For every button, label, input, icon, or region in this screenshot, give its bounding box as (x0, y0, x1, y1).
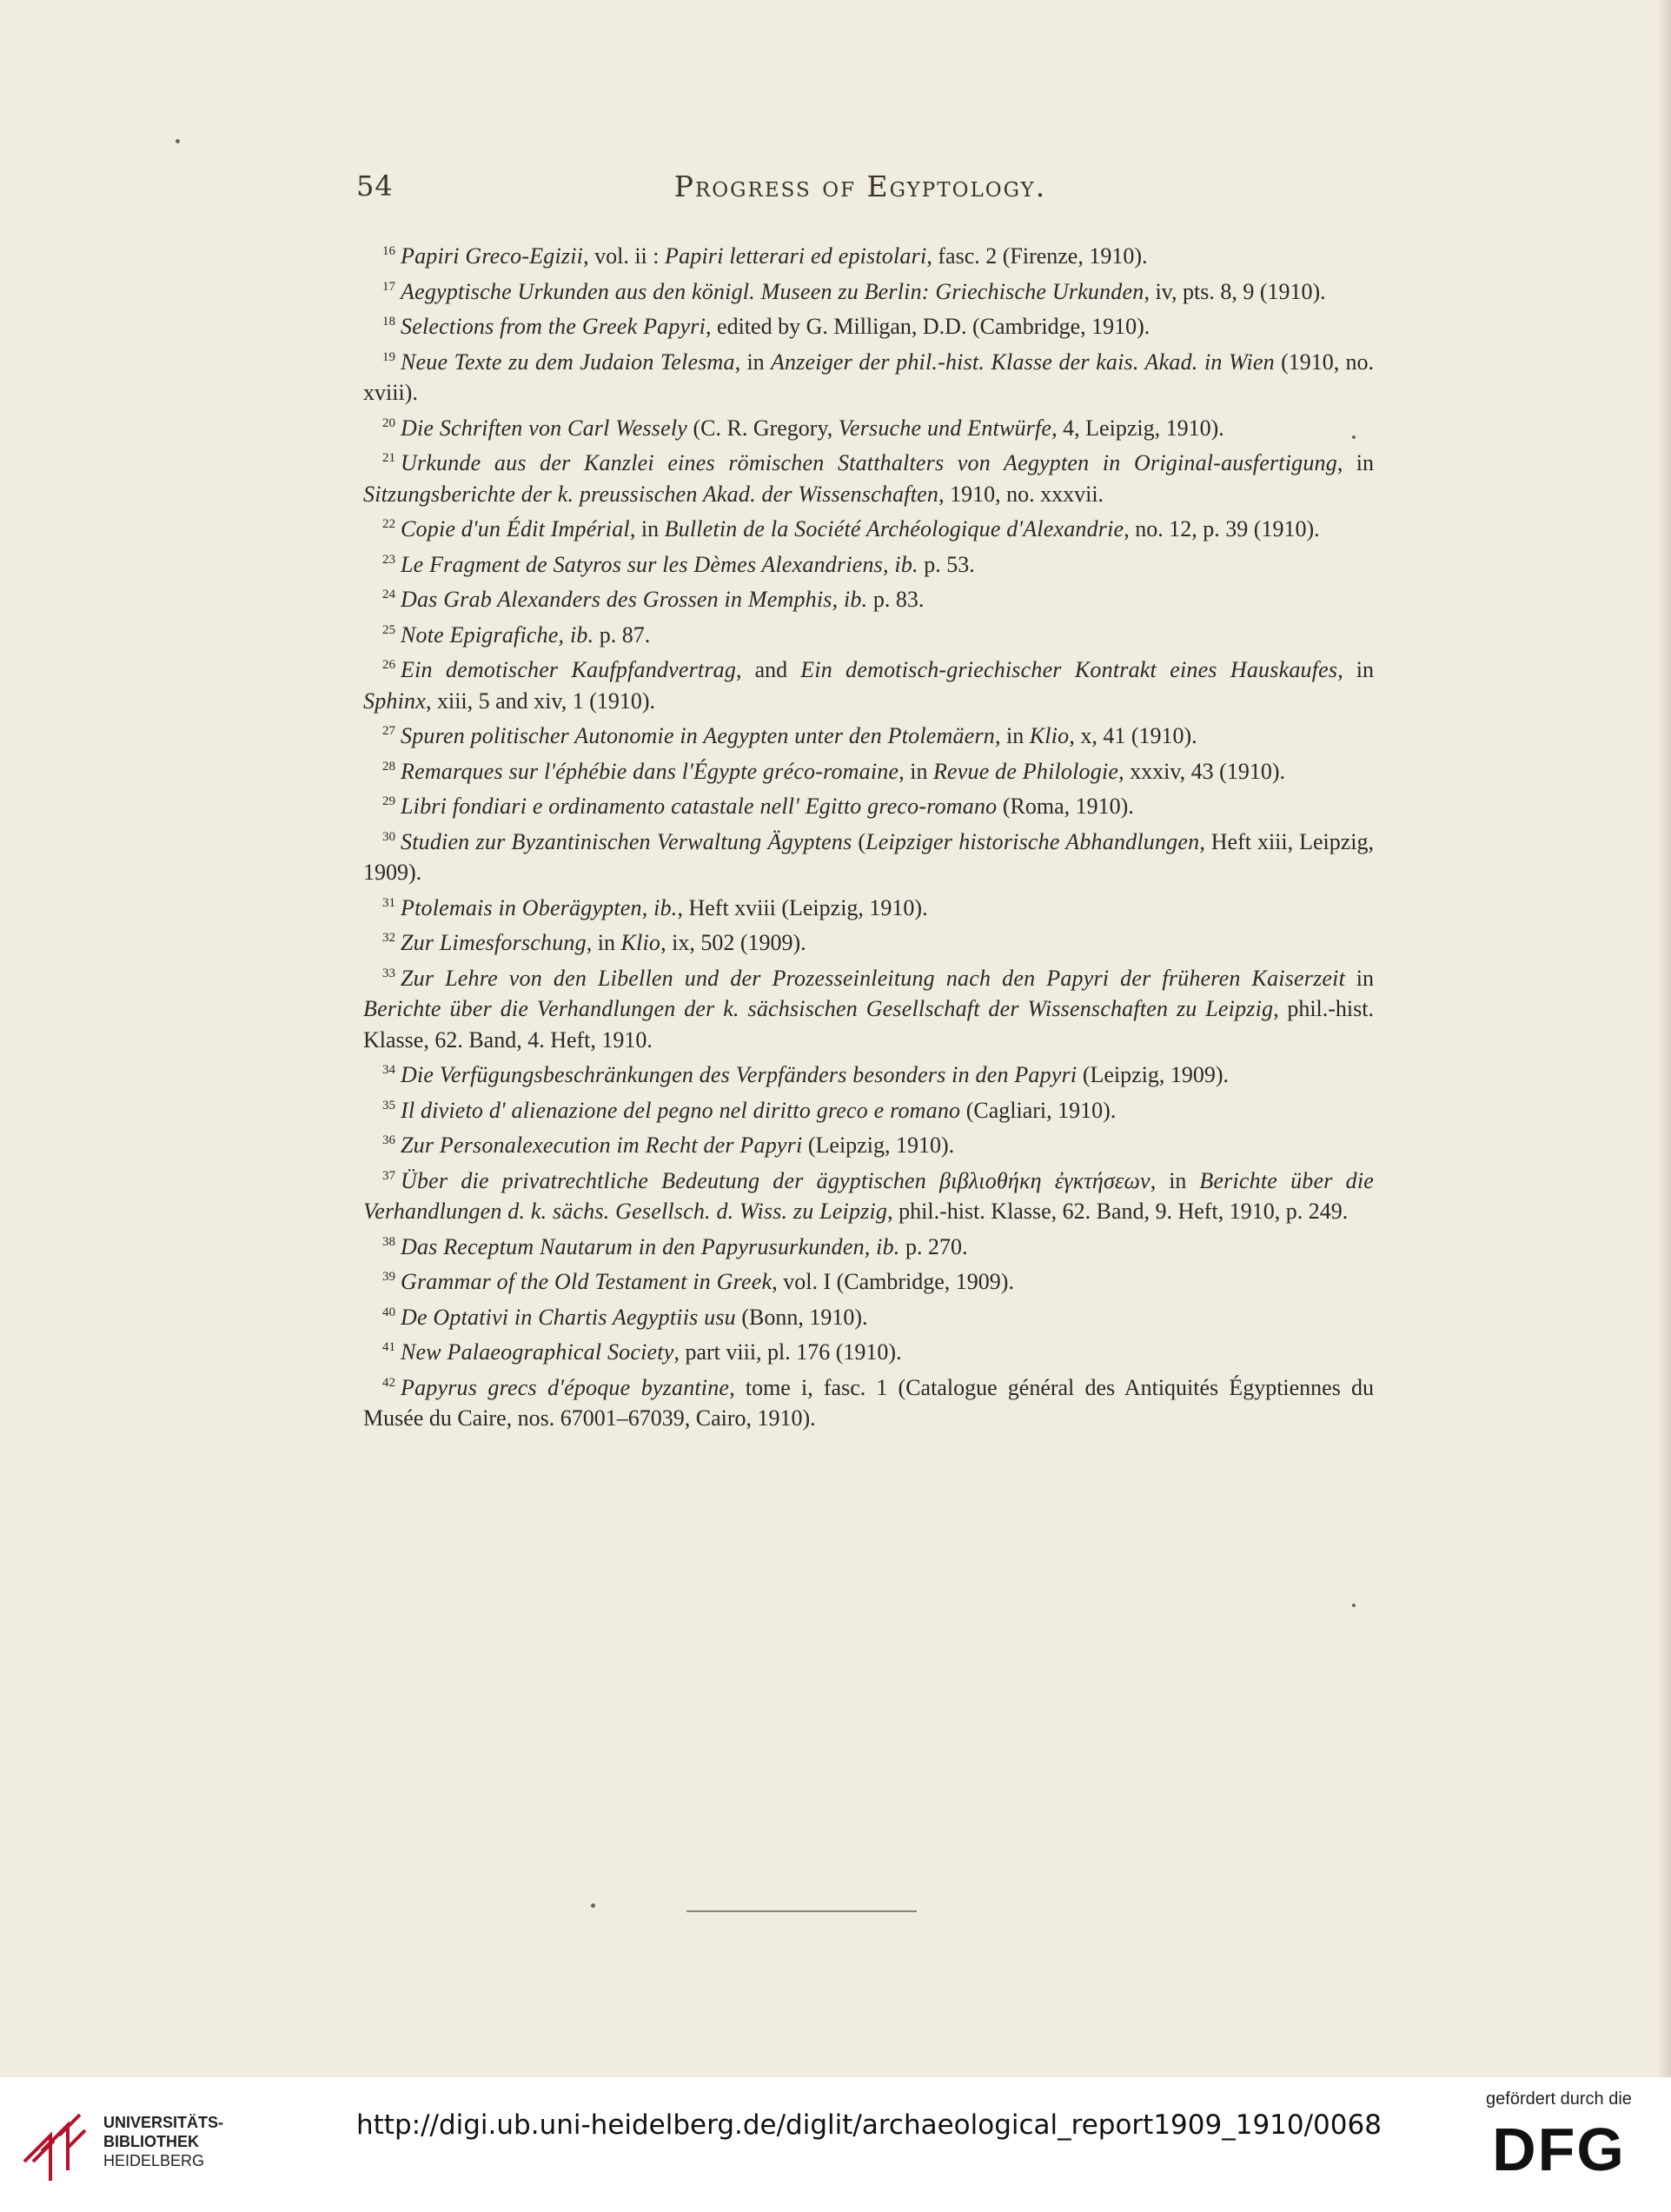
footnote-title: Selections from the Greek Papyri (401, 314, 706, 339)
footnote-title: Das Receptum Nautarum in den Papyrusurkunden, ib. (401, 1233, 900, 1259)
footnote-text: (C. R. Gregory, (686, 415, 839, 441)
footnote-title: Urkunde aus der Kanzlei eines römischen Statthalters von Aegypten in Original-ausfertigung (401, 450, 1337, 475)
footnote (363, 1161, 1374, 1227)
footnote-title: Zur Lehre von den Libellen und der Prozesseinleitung nach den Papyri der früheren Kaiserzeit (401, 965, 1345, 991)
dfg-logo[interactable]: DFG (1492, 2116, 1626, 2183)
footnote-title: Das Grab Alexanders des Grossen in Memphis, ib. (401, 587, 868, 612)
scan-speck (1352, 435, 1356, 439)
footnote (363, 1126, 1374, 1161)
footnote (363, 509, 1374, 545)
footnote-text: , Heft xiii, Leipzig, 1909). (363, 828, 1374, 885)
footnote-number: 23 (382, 552, 395, 567)
footnote-text: , in (1150, 1167, 1200, 1193)
footnote-number: 38 (382, 1234, 395, 1249)
end-rule (686, 1910, 917, 1912)
footnote-text: , and (736, 657, 801, 682)
scan-speck (1352, 1604, 1356, 1607)
footnote (363, 409, 1374, 444)
footnote-number: 26 (382, 658, 395, 672)
footnote (363, 923, 1374, 959)
library-name-line2: BIBLIOTHEK (103, 2133, 199, 2150)
sponsor-label: gefördert durch die (1486, 2089, 1632, 2109)
footnote-title: Neue Texte zu dem Judaion Telesma (401, 349, 735, 375)
footnote-number: 22 (382, 517, 395, 531)
footnote-title: Sphinx (363, 688, 426, 714)
footnote-title: Die Verfügungsbeschränkungen des Verpfänders besonders in den Papyri (401, 1062, 1078, 1087)
running-title: Progress of Egyptology. (673, 169, 1047, 203)
footnote-text: , part viii, pl. 176 (1910). (673, 1339, 902, 1365)
footnote-text: (Leipzig, 1909). (1077, 1062, 1230, 1087)
footnote-title: Le Fragment de Satyros sur les Dèmes Alexandriens, ib. (401, 551, 918, 577)
footnote (363, 272, 1374, 308)
footnote-title: Revue de Philologie (932, 758, 1119, 784)
footnote-number: 32 (382, 931, 395, 945)
footnote-text: in (1345, 965, 1374, 991)
footnote (363, 545, 1374, 581)
footnote-text: , vol. ii : (583, 243, 665, 269)
footnote-text: , in (1336, 450, 1374, 475)
footnote-number: 18 (382, 315, 395, 329)
footnote-text: , phil.-hist. Klasse, 62. Band, 9. Heft, 1910, p. 249. (887, 1199, 1349, 1224)
footnote (363, 236, 1374, 272)
footnote-number: 28 (382, 759, 395, 774)
footnote-number: 16 (382, 244, 395, 258)
page-header (356, 169, 1364, 213)
university-library-logo[interactable] (19, 2108, 349, 2195)
footnote-text: , vol. I (Cambridge, 1909). (772, 1269, 1014, 1294)
footnote-title: Die Schriften von Carl Wessely (401, 415, 687, 441)
footnote-title: Note Epigrafiche, ib. (401, 621, 594, 648)
footnote-text: , in (1337, 657, 1374, 682)
footnote-title: Papiri letterari ed epistolari (665, 243, 927, 269)
footnote (363, 443, 1374, 509)
footnote-text: (Bonn, 1910). (735, 1304, 868, 1330)
footnote-title: Bulletin de la Société Archéologique d'Alexandrie (664, 516, 1124, 541)
footnote-text: (1910, no. xviii). (363, 349, 1374, 405)
footnote-text: , in (734, 349, 771, 375)
footnote-title: Klio (620, 930, 661, 955)
footnote-text: , tome i, fasc. 1 (Catalogue général des Antiquités Égyptiennes du Musée du Caire, nos. 67001–67039, Cairo, 1910). (363, 1374, 1375, 1431)
footnote-text: (Cagliari, 1910). (960, 1097, 1117, 1123)
footnote-title: Berichte über die Verhandlungen d. k. sächs. Gesellsch. d. Wiss. zu Leipzig (363, 1167, 1375, 1224)
page-url-link[interactable]: http://digi.ub.uni-heidelberg.de/diglit/archaeological_report1909_1910/0068 (356, 2109, 1382, 2141)
scan-speck (591, 1903, 595, 1908)
footnote-text: ( (852, 828, 866, 854)
footnote-number: 35 (382, 1098, 395, 1113)
footnote-text: , x, 41 (1910). (1069, 723, 1197, 748)
footnote-title: Studien zur Byzantinischen Verwaltung Ägyptens (401, 828, 852, 854)
footnote-title: Klio (1029, 723, 1070, 748)
footnote-title: New Palaeographical Society (401, 1339, 674, 1365)
footnote-title: Aegyptische Urkunden aus den königl. Museen zu Berlin: Griechische Urkunden (401, 278, 1144, 304)
library-name-line3: HEIDELBERG (103, 2152, 205, 2169)
footnote-title: Papiri Greco-Egizii (401, 243, 584, 269)
footnote (363, 342, 1374, 409)
footnote (363, 787, 1374, 822)
footnote-title: Leipziger historische Abhandlungen (865, 828, 1200, 854)
footnote-text: , in (586, 930, 621, 955)
footnote (363, 1055, 1374, 1091)
library-name (103, 2113, 223, 2170)
footnote-title: Il divieto d' alienazione del pegno nel diritto greco e romano (401, 1097, 961, 1123)
footnote-text: , edited by G. Milligan, D.D. (Cambridge, 1910). (706, 314, 1150, 339)
footnote (363, 1262, 1374, 1298)
footnote-text: , no. 12, p. 39 (1910). (1124, 516, 1320, 541)
footnote-number: 19 (382, 349, 395, 364)
footnote-title: Versuche und Entwürfe (838, 415, 1052, 441)
footnote-title: Berichte über die Verhandlungen der k. sächsischen Gesellschaft der Wissenschaften zu Leipzig (363, 996, 1274, 1021)
footnote (363, 888, 1374, 924)
footnote-number: 33 (382, 966, 395, 980)
footnote-title: Ptolemais in Oberägypten, ib. (401, 894, 678, 920)
footnote (363, 1298, 1374, 1333)
footnote-text: , in (629, 516, 665, 541)
footnote (363, 1091, 1374, 1126)
footnote (363, 1368, 1374, 1434)
footnote-number: 20 (382, 415, 395, 430)
footnote-text: , phil.-hist. Klasse, 62. Band, 4. Heft, 1910. (363, 996, 1375, 1053)
footnote-title: Ein demotischer Kaufpfandvertrag (401, 657, 737, 682)
footnote-number: 40 (382, 1305, 395, 1319)
footnote-title: Grammar of the Old Testament in Greek (401, 1269, 773, 1294)
footnote-text: p. 270. (899, 1233, 968, 1259)
footnote-number: 17 (382, 279, 395, 294)
footnote-title: Remarques sur l'éphébie dans l'Égypte gréco-romaine (401, 758, 899, 784)
footnote-text: , xiii, 5 and xiv, 1 (1910). (425, 688, 656, 714)
footnote-text: p. 83. (867, 587, 925, 612)
footnote-list (363, 236, 1374, 1434)
footnote-title: Anzeiger der phil.-hist. Klasse der kais. Akad. in Wien (770, 349, 1275, 375)
footnote-text: , Heft xviii (Leipzig, 1910). (677, 894, 928, 920)
footnote-text: , xxxiv, 43 (1910). (1118, 758, 1285, 784)
footnote-title: Zur Personalexecution im Recht der Papyri (401, 1133, 803, 1158)
footnote-number: 36 (382, 1133, 395, 1147)
footnote-title: Zur Limesforschung (401, 930, 587, 955)
footnote-title: Spuren politischer Autonomie in Aegypten unter den Ptolemäern (401, 723, 995, 748)
footnote (363, 580, 1374, 615)
footnote-title: Copie d'un Édit Impérial (401, 516, 630, 541)
footnote (363, 716, 1374, 752)
footnote-title: De Optativi in Chartis Aegyptiis usu (401, 1304, 736, 1330)
footnote-text: (Roma, 1910). (997, 794, 1134, 819)
scan-speck (176, 139, 180, 143)
footnote-text: , 4, Leipzig, 1910). (1051, 415, 1224, 441)
footnote-text: p. 53. (918, 551, 975, 577)
footnote-number: 39 (382, 1270, 395, 1284)
library-name-line1: UNIVERSITÄTS- (103, 2114, 224, 2131)
footnote-number: 27 (382, 724, 395, 738)
footnote (363, 959, 1374, 1056)
footnote-number: 29 (382, 794, 395, 808)
footnote (363, 1332, 1374, 1368)
footnote-text: , in (995, 723, 1030, 748)
footnote-number: 42 (382, 1375, 395, 1390)
page-number: 54 (356, 169, 394, 203)
footnote-number: 25 (382, 622, 395, 637)
footnote-title: Sitzungsberichte der k. preussischen Akad. der Wissenschaften (363, 481, 939, 507)
footnote-text: , iv, pts. 8, 9 (1910). (1144, 278, 1326, 304)
footnote-title: Ein demotisch-griechischer Kontrakt eines Hauskaufes (800, 657, 1338, 682)
footnote-number: 37 (382, 1168, 395, 1183)
footnote-number: 34 (382, 1063, 395, 1077)
footnote-number: 31 (382, 895, 395, 910)
footnote-number: 21 (382, 451, 395, 465)
sponsor (1485, 2089, 1633, 2181)
page-edge (1659, 0, 1671, 2077)
footnote (363, 307, 1374, 342)
footnote-text: , in (898, 758, 933, 784)
footnote-title: Libri fondiari e ordinamento catastale nell' Egitto greco-romano (401, 794, 998, 819)
footnote (363, 822, 1374, 888)
footnote-number: 24 (382, 588, 395, 601)
footnote-text: , fasc. 2 (Firenze, 1910). (926, 243, 1148, 269)
footnote-title: Über die privatrechtliche Bedeutung der ägyptischen βιβλιοθήκη ἐγκτήσεων (401, 1167, 1150, 1193)
footnote-text: (Leipzig, 1910). (802, 1133, 955, 1158)
footnote-text: , ix, 502 (1909). (660, 930, 806, 955)
footnote (363, 752, 1374, 787)
footnote-text: , 1910, no. xxxvii. (938, 481, 1104, 507)
library-emblem-icon (19, 2108, 90, 2184)
footnote-text: p. 87. (593, 621, 651, 648)
footnote-number: 30 (382, 829, 395, 844)
footnote (363, 1227, 1374, 1263)
footnote (363, 615, 1374, 651)
footnote-number: 41 (382, 1340, 395, 1354)
footnote (363, 650, 1374, 716)
footnote-title: Papyrus grecs d'époque byzantine (401, 1374, 730, 1400)
